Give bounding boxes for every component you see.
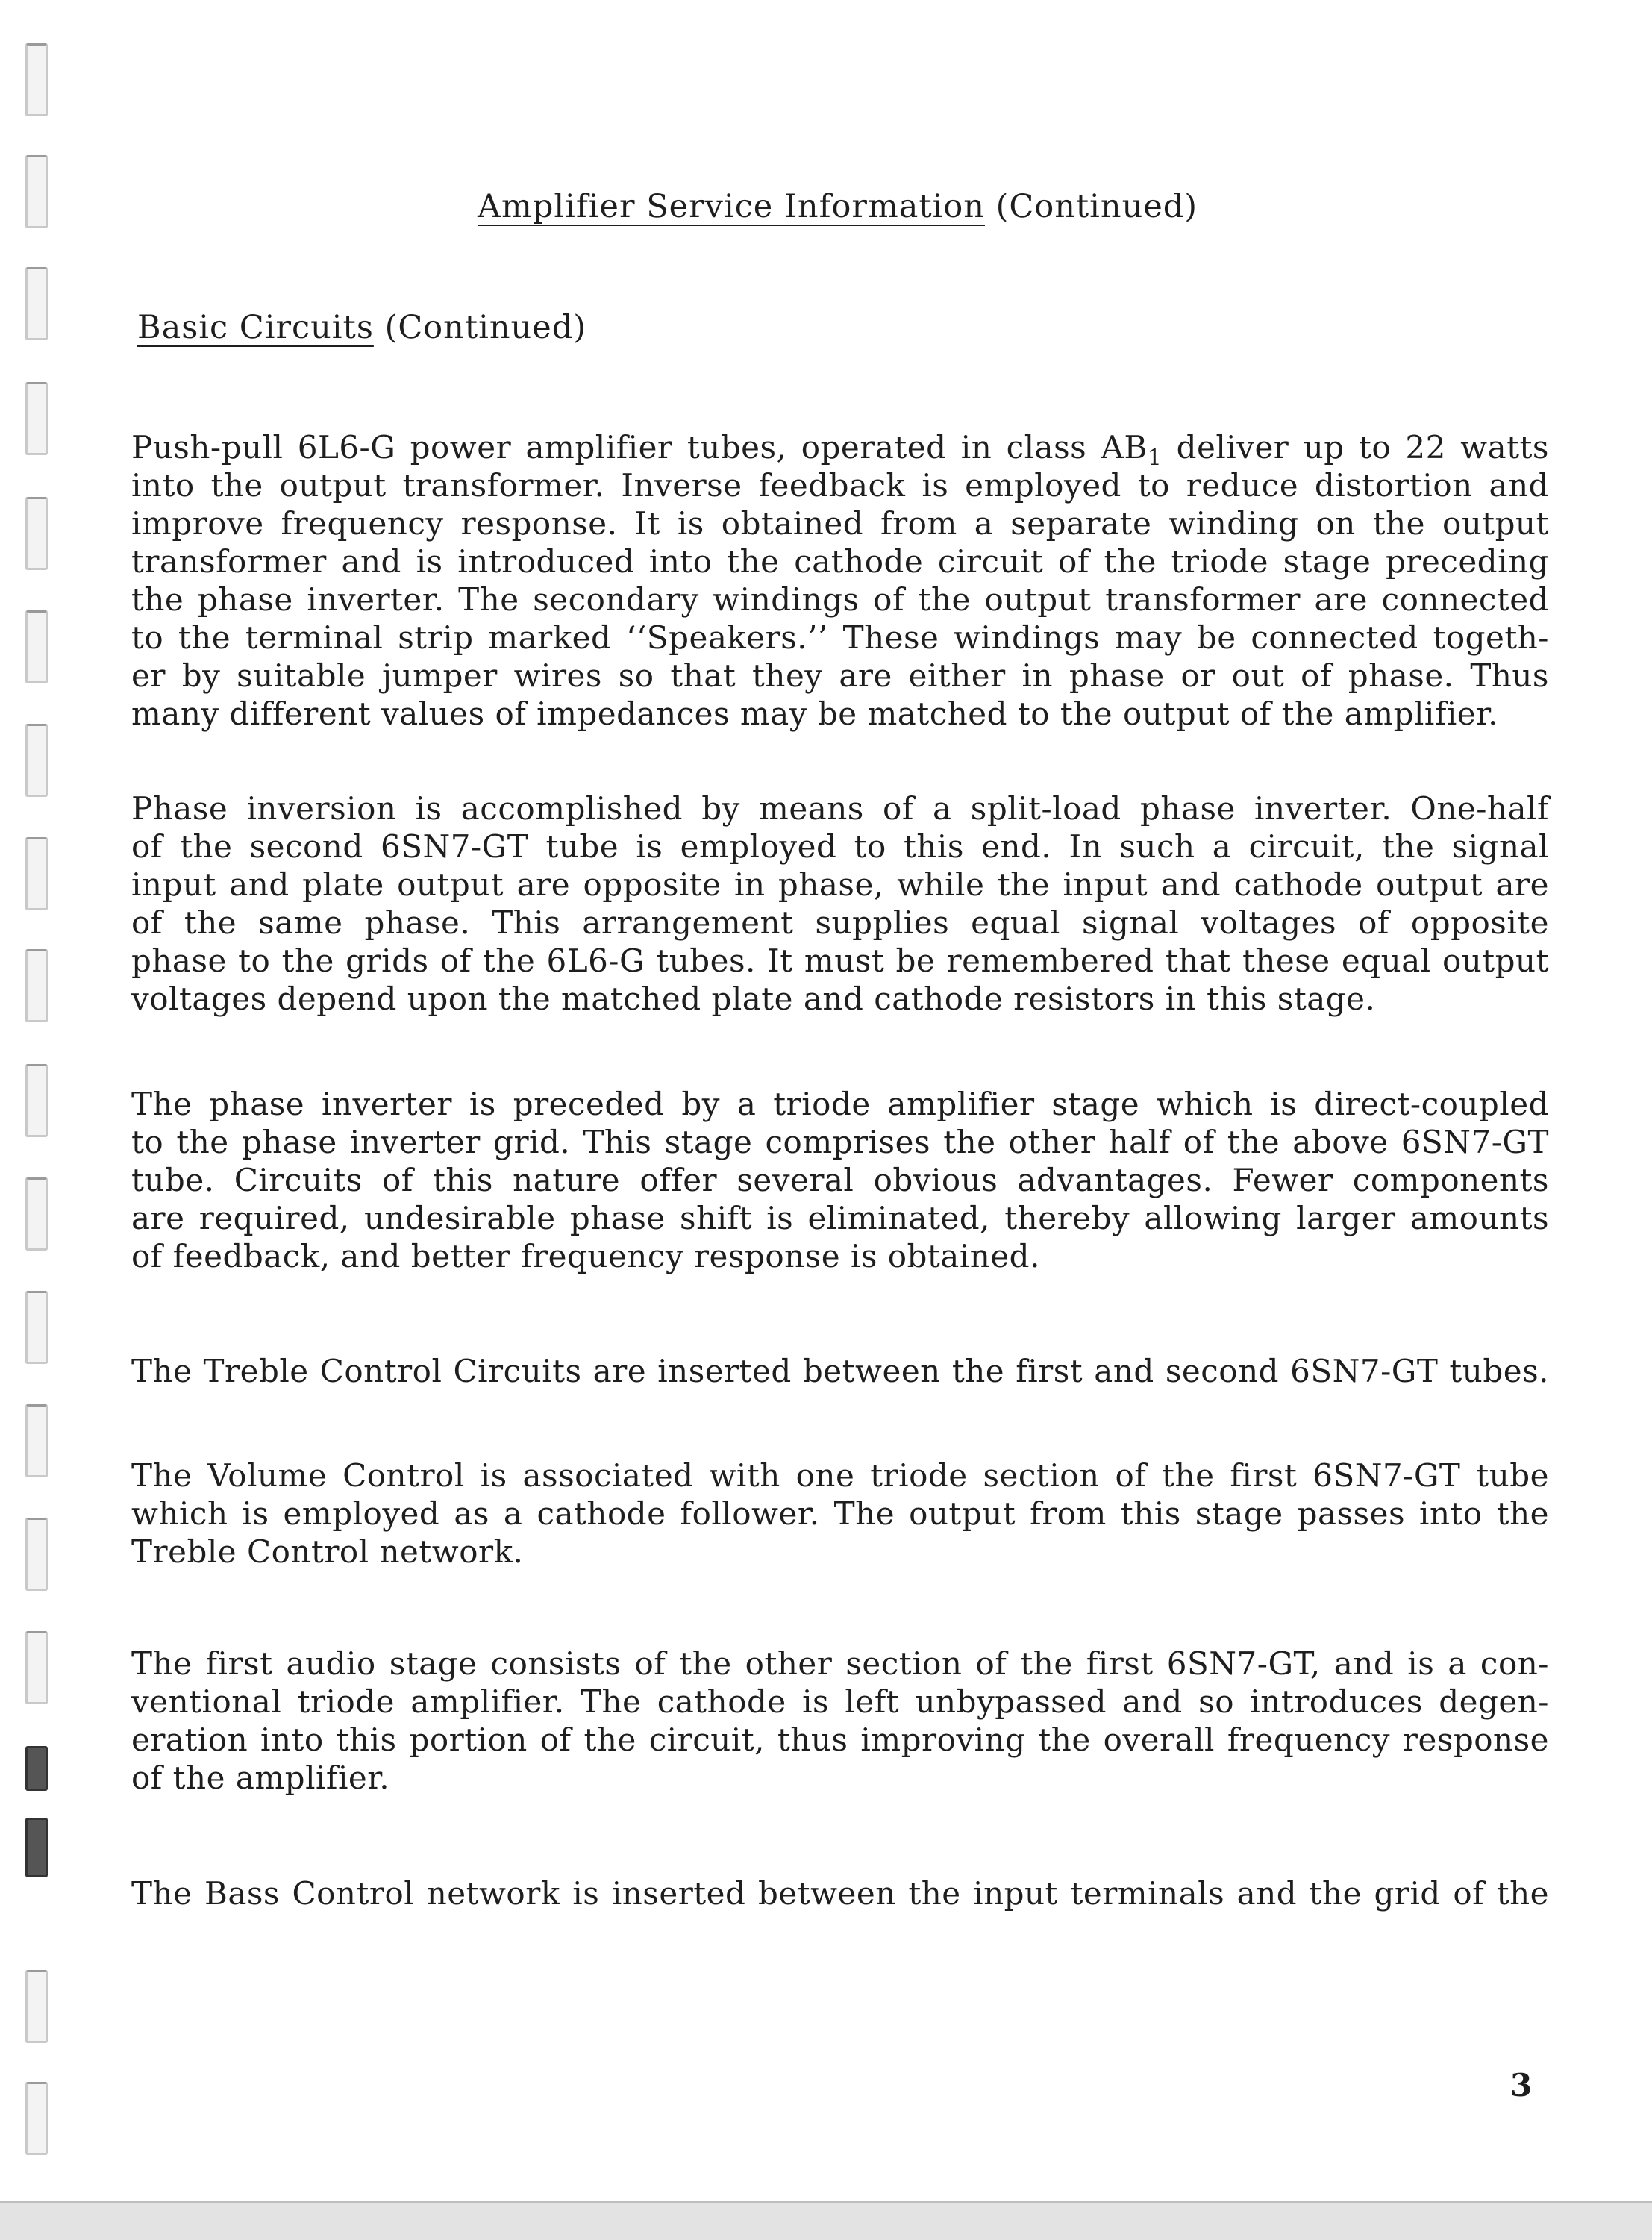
paragraph-volume-control xyxy=(131,1457,1549,1571)
binder-hole xyxy=(25,1518,48,1591)
binder-hole xyxy=(25,837,48,910)
paragraph-bass-control xyxy=(131,1874,1549,1912)
paragraph-line: to the phase inverter grid. This stage comprises the other half of the above 6SN7-GT xyxy=(131,1124,1549,1160)
binder-hole xyxy=(25,949,48,1022)
paragraph-line: The first audio stage consists of the other section of the first 6SN7-GT, and is a con- xyxy=(131,1645,1549,1682)
paragraph-triode-stage xyxy=(131,1085,1549,1275)
binder-hole xyxy=(25,1177,48,1251)
line-text: Push-pull 6L6-G power amplifier tubes, operated in class AB xyxy=(131,429,1148,466)
page-title xyxy=(478,188,1198,225)
paragraph-line: ventional triode amplifier. The cathode is left unbypassed and so introduces degen- xyxy=(131,1683,1549,1720)
page-number: 3 xyxy=(1510,2067,1533,2103)
paragraph-line: voltages depend upon the matched plate and cathode resistors in this stage. xyxy=(131,980,1376,1017)
section-heading xyxy=(137,309,586,346)
paragraph-treble-control xyxy=(131,1352,1549,1390)
paragraph-line: Treble Control network. xyxy=(131,1533,524,1570)
binder-hole xyxy=(25,1818,48,1877)
paragraph-line: input and plate output are opposite in phase, while the input and cathode output are xyxy=(131,866,1549,903)
binder-hole xyxy=(25,1970,48,2043)
binder-hole xyxy=(25,382,48,455)
binder-hole xyxy=(25,1746,48,1791)
paragraph-line: into the output transformer. Inverse feedback is employed to reduce distortion and xyxy=(131,467,1549,504)
binder-hole xyxy=(25,1404,48,1477)
binder-hole xyxy=(25,724,48,797)
paragraph-line xyxy=(131,428,1549,472)
paragraph-line: are required, undesirable phase shift is eliminated, thereby allowing larger amounts xyxy=(131,1200,1549,1236)
paragraph-line: many different values of impedances may be matched to the output of the amplifier. xyxy=(131,695,1498,732)
paragraph-phase-inversion xyxy=(131,789,1549,1018)
paragraph-output-stage xyxy=(131,428,1549,733)
subscript: 1 xyxy=(1147,445,1163,472)
binder-hole xyxy=(25,1291,48,1364)
binder-hole xyxy=(25,267,48,340)
paragraph-line: eration into this portion of the circuit, thus improving the overall frequency response xyxy=(131,1721,1549,1758)
paragraph-line: of the amplifier. xyxy=(131,1759,390,1796)
binder-hole xyxy=(25,610,48,683)
paragraph-line: of the second 6SN7-GT tube is employed to this end. In such a circuit, the signal xyxy=(131,828,1549,865)
paragraph-line: The phase inverter is preceded by a triode amplifier stage which is direct-coupled xyxy=(131,1086,1549,1122)
paragraph-line: which is employed as a cathode follower. The output from this stage passes into the xyxy=(131,1495,1549,1532)
paragraph-line: phase to the grids of the 6L6-G tubes. It must be remembered that these equal output xyxy=(131,942,1549,979)
page-title-suffix: (Continued) xyxy=(995,188,1198,225)
paragraph-line: The Volume Control is associated with one triode section of the first 6SN7-GT tube xyxy=(131,1457,1549,1494)
paragraph-line: of feedback, and better frequency response is obtained. xyxy=(131,1238,1040,1274)
paragraph-line: Phase inversion is accomplished by means of a split-load phase inverter. One-half xyxy=(131,790,1549,827)
paragraph-line: tube. Circuits of this nature offer several obvious advantages. Fewer components xyxy=(131,1162,1549,1198)
binder-hole xyxy=(25,2082,48,2155)
paragraph-line: improve frequency response. It is obtained from a separate winding on the output xyxy=(131,505,1549,542)
section-heading-suffix: (Continued) xyxy=(384,309,586,346)
section-heading-main: Basic Circuits xyxy=(137,309,374,346)
binder-hole xyxy=(25,1064,48,1137)
paragraph-line: of the same phase. This arrangement supplies equal signal voltages of opposite xyxy=(131,904,1549,941)
binder-hole xyxy=(25,1631,48,1704)
page-title-main: Amplifier Service Information xyxy=(478,188,985,225)
binder-hole xyxy=(25,497,48,570)
paragraph-line: The Treble Control Circuits are inserted between the first and second 6SN7-GT tubes. xyxy=(131,1353,1549,1389)
scan-bottom-edge xyxy=(0,2201,1652,2240)
paragraph-first-audio-stage xyxy=(131,1645,1549,1797)
paragraph-line: the phase inverter. The secondary windings of the output transformer are connected xyxy=(131,581,1549,618)
line-text: deliver up to 22 watts xyxy=(1162,429,1549,466)
paragraph-line: to the terminal strip marked ‘‘Speakers.’’ These windings may be connected togeth- xyxy=(131,619,1549,656)
paragraph-line: The Bass Control network is inserted between the input terminals and the grid of the xyxy=(131,1875,1549,1912)
paragraph-line: er by suitable jumper wires so that they are either in phase or out of phase. Thus xyxy=(131,657,1549,694)
binder-hole xyxy=(25,155,48,228)
paragraph-line: transformer and is introduced into the cathode circuit of the triode stage preceding xyxy=(131,543,1549,580)
binder-hole xyxy=(25,43,48,116)
